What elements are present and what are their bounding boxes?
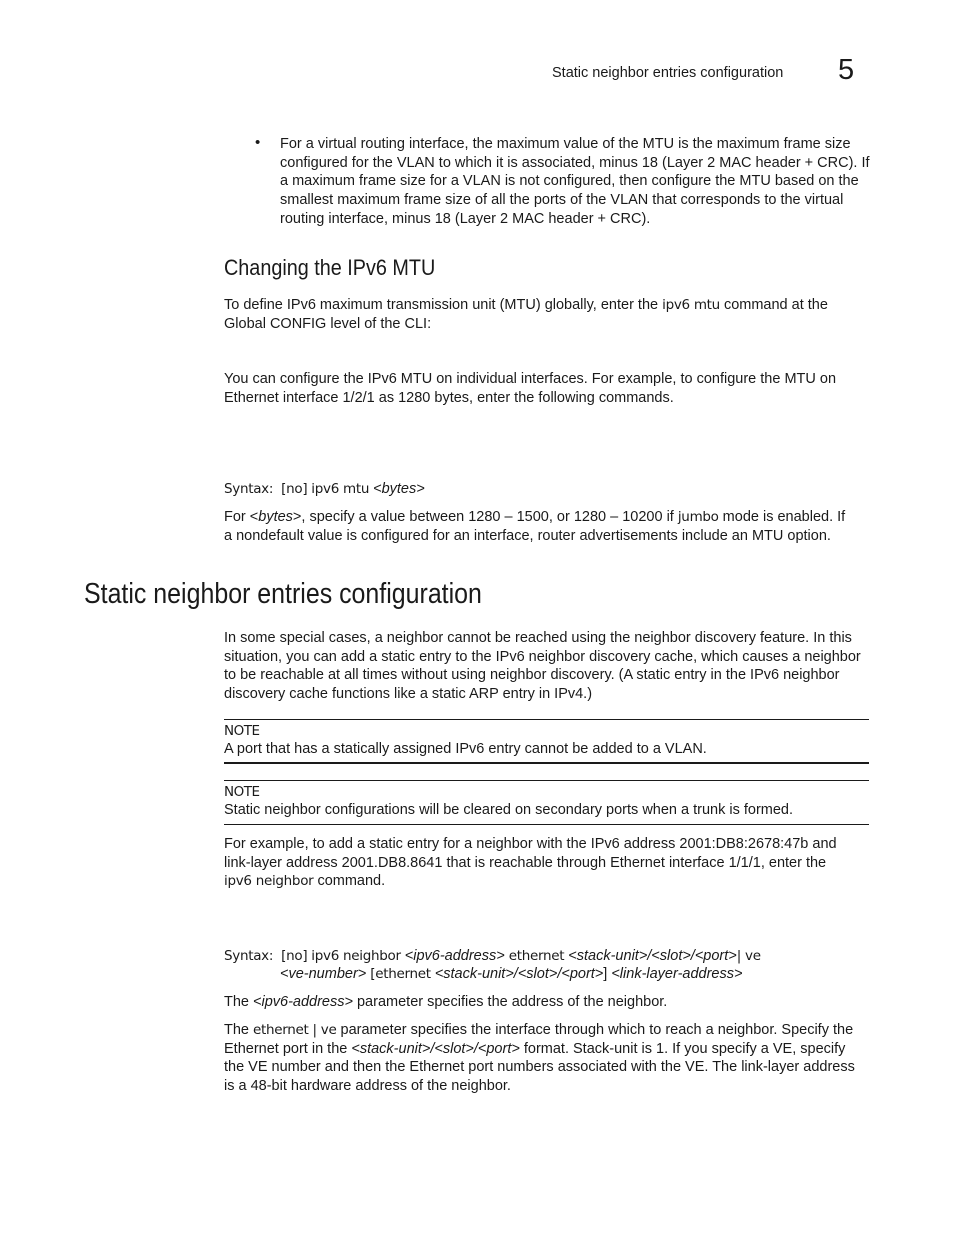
text-run: For <	[224, 509, 259, 525]
text-line: the VE number and then the Ethernet port numbers associated with the VE. The link-layer address	[224, 1059, 855, 1076]
running-header-title: Static neighbor entries configuration	[552, 65, 784, 81]
mtu-paragraph-2	[224, 370, 870, 407]
syntax-parameter: <link-layer-address>	[611, 966, 743, 982]
text-line: For example, to add a static entry for a neighbor with the IPv6 address 2001:DB8:2678:47b and	[224, 836, 837, 852]
text-run: command at the	[719, 297, 828, 313]
bullet-icon: •	[255, 134, 261, 151]
section-heading-static-neighbor: Static neighbor entries configuration	[84, 578, 482, 610]
text-line: Ethernet interface 1/2/1 as 1280 bytes, enter the following commands.	[224, 389, 674, 406]
text-run: parameter specifies the interface through which to reach a neighbor. Specify the	[336, 1022, 854, 1038]
chapter-number: 5	[838, 54, 855, 86]
text-run: >, specify a value between 1280 – 1500, or 1280 – 10200 if	[292, 509, 678, 525]
command-ipv6-neighbor: ipv6 neighbor	[224, 873, 314, 890]
syntax-parameter: <bytes>	[373, 481, 425, 497]
text-run: To define IPv6 maximum transmission unit (MTU) globally, enter the	[224, 297, 663, 313]
syntax-command: [no] ipv6 neighbor	[281, 948, 401, 964]
param-bytes: bytes	[258, 509, 293, 525]
syntax-label: Syntax:	[224, 948, 274, 964]
text-run: parameter specifies the address of the neighbor.	[352, 994, 668, 1010]
text-line: to be reachable at all times without using neighbor discovery. (A static entry in the IPv6 neighbor	[224, 667, 840, 684]
bullet-line: a maximum frame size for a VLAN is not configured, then configure the MTU based on the	[280, 173, 859, 190]
bullet-line: smallest maximum frame size of all the ports of the VLAN that corresponds to the virtual	[280, 192, 844, 209]
syntax-command: [no] ipv6 mtu	[281, 481, 370, 497]
text-line: a nondefault value is configured for an interface, router advertisements include an MTU option.	[224, 527, 831, 544]
note-rule-bottom	[224, 762, 869, 764]
note-label: NOTE	[224, 784, 260, 800]
note-rule-bottom	[224, 824, 869, 825]
bullet-line: routing interface, minus 18 (Layer 2 MAC header + CRC).	[280, 210, 651, 227]
neighbor-syntax-line-1	[224, 947, 761, 966]
text-line: Global CONFIG level of the CLI:	[224, 315, 432, 332]
example-paragraph	[224, 835, 870, 891]
text-line: discovery cache functions like a static ARP entry in IPv4.)	[224, 686, 593, 703]
text-line: You can configure the IPv6 MTU on individual interfaces. For example, to configure the MTU on	[224, 371, 837, 387]
syntax-keyword: | ve	[736, 948, 761, 964]
ipv6-address-description	[224, 993, 870, 1012]
command-ethernet-ve: ethernet | ve	[253, 1022, 337, 1038]
note-text: Static neighbor configurations will be cleared on secondary ports when a trunk is formed.	[224, 802, 794, 818]
mtu-syntax	[224, 480, 425, 499]
syntax-keyword: ]	[603, 966, 608, 982]
command-jumbo: jumbo	[677, 509, 719, 525]
syntax-keyword: ethernet	[508, 948, 565, 964]
param-ipv6-address: <ipv6-address>	[253, 994, 353, 1010]
text-run: format. Stack-unit is 1. If you specify a VE, specify	[519, 1040, 846, 1057]
bullet-line: configured for the VLAN to which it is associated, minus 18 (Layer 2 MAC header + CRC). If	[280, 154, 870, 171]
syntax-parameter: <ve-number>	[280, 966, 367, 982]
text-run: Ethernet port in the	[224, 1040, 352, 1057]
bullet-paragraph	[280, 135, 880, 229]
note-rule-top	[224, 780, 869, 781]
ethernet-ve-description	[224, 1021, 870, 1096]
syntax-parameter: <stack-unit>/<slot>/<port>	[434, 966, 604, 982]
note-rule-top	[224, 719, 869, 720]
static-intro-paragraph	[224, 629, 870, 704]
syntax-label: Syntax:	[224, 481, 274, 497]
mtu-paragraph-1	[224, 296, 870, 333]
syntax-parameter: <stack-unit>/<slot>/<port>	[568, 948, 737, 964]
note-text: A port that has a statically assigned IPv6 entry cannot be added to a VLAN.	[224, 741, 707, 757]
text-line: link-layer address 2001.DB8.8641 that is reachable through Ethernet interface 1/1/1, enter the	[224, 854, 827, 871]
bullet-line: For a virtual routing interface, the maximum value of the MTU is the maximum frame size	[280, 136, 851, 152]
text-run: The	[224, 994, 254, 1010]
text-line: In some special cases, a neighbor cannot be reached using the neighbor discovery feature. In this	[224, 630, 852, 646]
syntax-parameter: <ipv6-address>	[404, 948, 505, 964]
command-ipv6-mtu: ipv6 mtu	[662, 297, 720, 313]
section-heading-mtu: Changing the IPv6 MTU	[224, 255, 436, 280]
text-run: mode is enabled. If	[718, 509, 846, 525]
neighbor-syntax-line-2	[280, 965, 742, 984]
text-run: The	[224, 1022, 254, 1038]
mtu-paragraph-3	[224, 508, 870, 545]
param-port: <stack-unit>/<slot>/<port>	[351, 1040, 520, 1057]
text-run: command.	[313, 873, 386, 890]
text-line: situation, you can add a static entry to the IPv6 neighbor discovery cache, which causes a neighbor	[224, 648, 861, 665]
syntax-keyword: [ethernet	[370, 966, 431, 982]
note-label: NOTE	[224, 723, 260, 739]
text-line: is a 48-bit hardware address of the neighbor.	[224, 1078, 511, 1095]
